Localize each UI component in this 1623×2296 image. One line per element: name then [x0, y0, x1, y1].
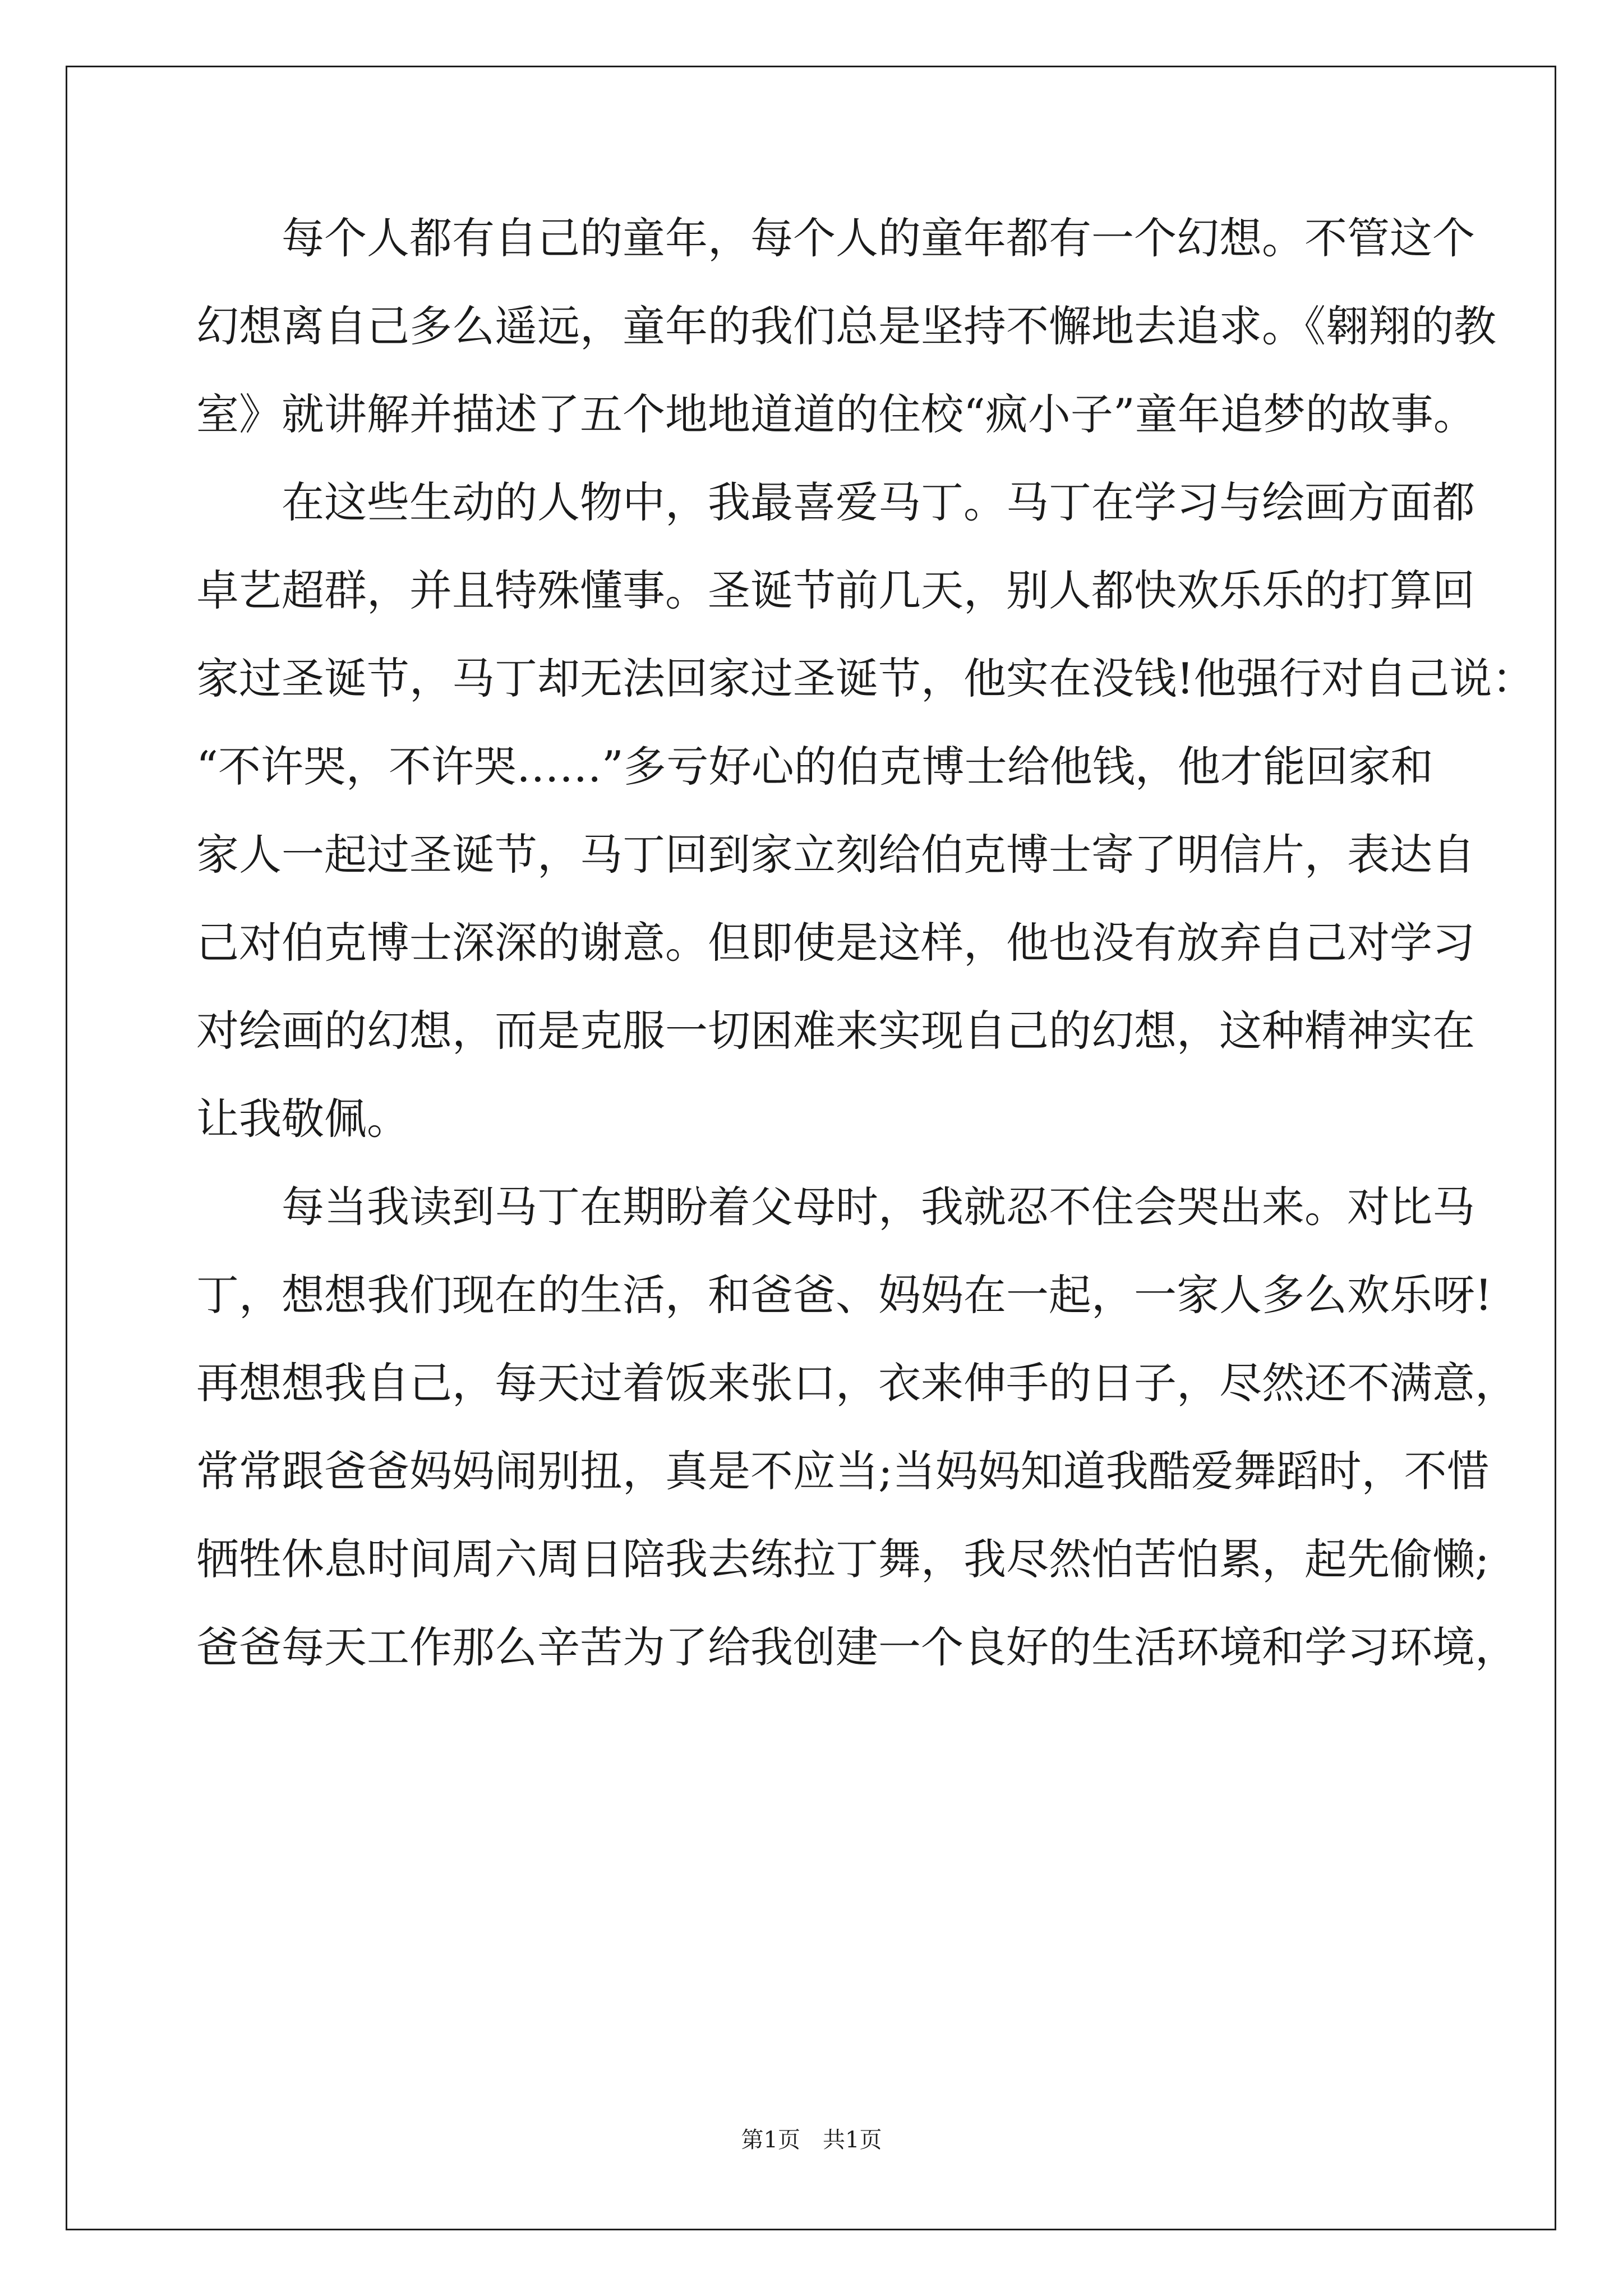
text-line: 家人一起过圣诞节，马丁回到家立刻给伯克博士寄了明信片，表达自 — [196, 830, 1475, 880]
text-line: 每当我读到马丁在期盼着父母时，我就忍不住会哭出来。对比马 — [196, 1182, 1475, 1232]
text-line: 丁，想想我们现在的生活，和爸爸、妈妈在一起，一家人多么欢乐呀! — [196, 1270, 1492, 1320]
text-line: 在这些生动的人物中，我最喜爱马丁。马丁在学习与绘画方面都 — [196, 477, 1475, 527]
text-line: 己对伯克博士深深的谢意。但即使是这样，他也没有放弃自己对学习 — [196, 918, 1475, 968]
text-line: 再想想我自己，每天过着饭来张口，衣来伸手的日子，尽然还不满意， — [196, 1358, 1518, 1408]
text-line: 卓艺超群，并且特殊懂事。圣诞节前几天，别人都快欢乐乐的打算回 — [196, 565, 1475, 615]
page-footer: 第1页 共1页 — [741, 2127, 882, 2153]
text-line: “不许哭，不许哭……”多亏好心的伯克博士给他钱，他才能回家和 — [196, 742, 1433, 792]
text-line: 幻想离自己多么遥远，童年的我们总是坚持不懈地去追求。《翱翔的教 — [196, 301, 1496, 351]
text-line: 常常跟爸爸妈妈闹别扭，真是不应当;当妈妈知道我酷爱舞蹈时，不惜 — [196, 1446, 1490, 1496]
text-line: 让我敬佩。 — [196, 1094, 409, 1144]
text-line: 室》就讲解并描述了五个地地道道的住校“疯小子”童年追梦的故事。 — [196, 389, 1476, 439]
text-line: 对绘画的幻想，而是克服一切困难来实现自己的幻想，这种精神实在 — [196, 1006, 1475, 1056]
text-line: 每个人都有自己的童年，每个人的童年都有一个幻想。不管这个 — [196, 213, 1475, 263]
text-line: 家过圣诞节，马丁却无法回家过圣诞节，他实在没钱!他强行对自己说： — [196, 654, 1535, 703]
text-line: 牺牲休息时间周六周日陪我去练拉丁舞，我尽然怕苦怕累，起先偷懒; — [196, 1534, 1490, 1584]
text-line: 爸爸每天工作那么辛苦为了给我创建一个良好的生活环境和学习环境， — [196, 1622, 1518, 1672]
